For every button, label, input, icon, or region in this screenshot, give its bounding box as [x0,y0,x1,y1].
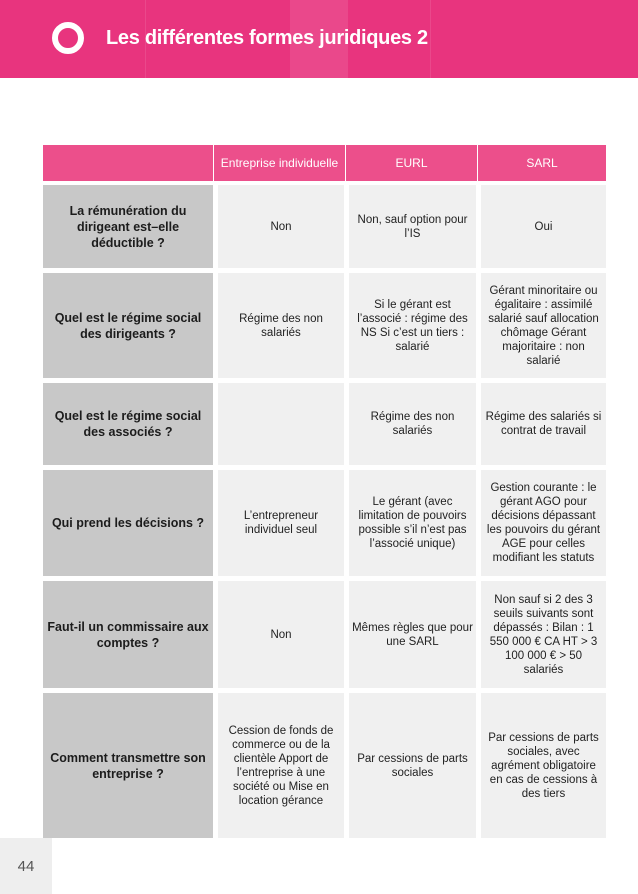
table-cell: Par cessions de parts sociales, avec agrément obligatoire en cas de cessions à des tiers [481,693,606,838]
table-cell: Si le gérant est l’associé : régime des NS Si c’est un tiers : salarié [349,273,476,378]
row-label-decisions: Qui prend les décisions ? [43,470,213,576]
row-label-commissaire: Faut-il un commissaire aux comptes ? [43,581,213,688]
table-cell: Gestion courante : le gérant AGO pour décisions dépassant les pouvoirs du gérant AGE pour celles modifiant les statuts [481,470,606,576]
header-banner [0,0,638,78]
table-cell [218,383,344,465]
row-label-transmettre: Comment transmettre son entreprise ? [43,693,213,838]
column-header-sarl: SARL [526,156,558,170]
table-cell: Régime des non salariés [218,273,344,378]
table-cell: Gérant minoritaire ou égalitaire : assimilé salarié sauf allocation chômage Gérant majoritaire : non salarié [481,273,606,378]
table-cell: Non [218,185,344,268]
circle-icon [52,22,84,54]
table-cell: Non [218,581,344,688]
table-cell: Régime des salariés si contrat de travail [481,383,606,465]
table-cell: Non sauf si 2 des 3 seuils suivants sont dépassés : Bilan : 1 550 000 € CA HT > 3 100 000 € > 50 salariés [481,581,606,688]
page-number: 44 [0,838,52,894]
table-cell: L’entrepreneur individuel seul [218,470,344,576]
row-label-remuneration: La rémunération du dirigeant est–elle déductible ? [43,185,213,268]
table-cell: Régime des non salariés [349,383,476,465]
column-header-eurl: EURL [395,156,428,170]
page-title: Les différentes formes juridiques 2 [106,27,428,49]
table-cell: Non, sauf option pour l’IS [349,185,476,268]
banner-stripe [430,0,431,78]
table-cell: Mêmes règles que pour une SARL [349,581,476,688]
table-cell: Oui [481,185,606,268]
table-cell: Par cessions de parts sociales [349,693,476,838]
row-label-regime-associes: Quel est le régime social des associés ? [43,383,213,465]
table-cell: Le gérant (avec limitation de pouvoirs possible s’il n’est pas l’associé unique) [349,470,476,576]
table-cell: Cession de fonds de commerce ou de la clientèle Apport de l’entreprise à une société ou Mise en location gérance [218,693,344,838]
column-header-entreprise-individuelle: Entreprise individuelle [220,156,339,170]
row-label-regime-dirigeants: Quel est le régime social des dirigeants ? [43,273,213,378]
